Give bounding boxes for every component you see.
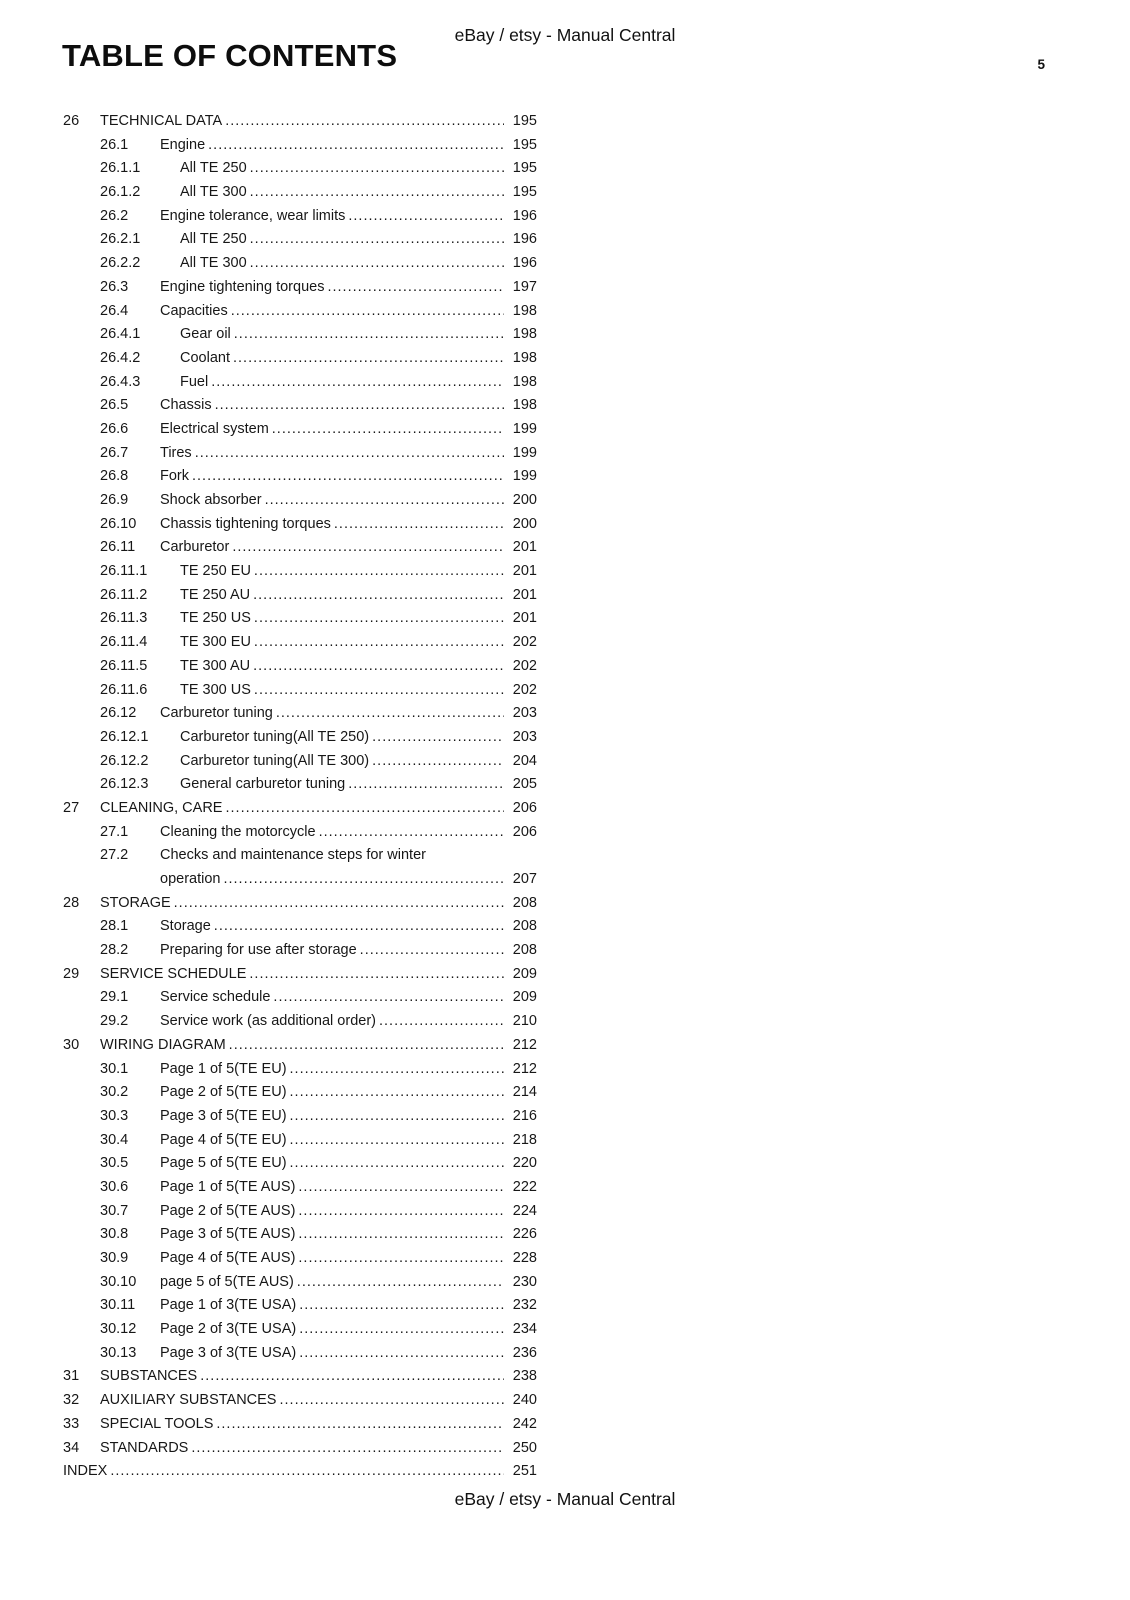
toc-entry-title: Page 5 of 5(TE EU) (160, 1155, 287, 1172)
footer-site-label: eBay / etsy - Manual Central (454, 1489, 676, 1509)
toc-row (63, 584, 537, 608)
toc-entry-title: Service work (as additional order) (160, 1013, 376, 1030)
toc-leader-dots (250, 181, 504, 205)
toc-entry-title: AUXILIARY SUBSTANCES (100, 1392, 277, 1409)
toc-entry-title: Page 3 of 5(TE AUS) (160, 1226, 296, 1243)
toc-entry-title: Shock absorber (160, 492, 262, 508)
toc-entry-page: 212 (512, 1036, 537, 1053)
toc-leader-dots (231, 300, 504, 324)
toc-entry-title: Page 4 of 5(TE AUS) (160, 1250, 296, 1266)
toc-entry-page: 234 (512, 1321, 537, 1338)
toc-row (63, 418, 537, 442)
toc-entry-title: TE 300 US (180, 681, 251, 698)
toc-leader-dots (279, 1389, 504, 1413)
toc-entry-number: 30.8 (100, 1226, 129, 1243)
toc-leader-dots (250, 252, 504, 276)
toc-entry-page: 199 (512, 444, 537, 461)
toc-entry-page: 242 (512, 1415, 537, 1432)
toc-entry-title: Chassis tightening torques (160, 515, 331, 532)
toc-entry-page: 200 (512, 515, 537, 532)
toc-entry-number: 26.12 (100, 705, 137, 722)
toc-entry-number: 27 (63, 799, 80, 816)
toc-entry-page: 238 (512, 1368, 537, 1385)
toc-entry-title: General carburetor tuning (180, 776, 346, 793)
toc-entry-number: 26.11.2 (100, 586, 148, 603)
toc-row (63, 1342, 537, 1366)
toc-row (63, 1389, 537, 1413)
toc-entry-number: 26.2 (100, 207, 129, 224)
toc-entry-title: STANDARDS (100, 1439, 189, 1456)
toc-leader-dots (348, 773, 504, 797)
toc-entry-title: TE 250 US (180, 610, 251, 627)
toc-entry-title: All TE 300 (180, 255, 247, 272)
toc-row (63, 110, 537, 134)
toc-row (63, 205, 537, 229)
toc-entry-number: 29.1 (100, 989, 129, 1006)
toc-entry-title: Gear oil (180, 326, 231, 343)
toc-entry-page: 198 (512, 373, 537, 390)
toc-leader-dots (360, 939, 504, 963)
toc-entry-page: 195 (512, 160, 537, 177)
toc-entry-number: 30.10 (100, 1273, 137, 1290)
toc-row (63, 844, 537, 868)
toc-entry-title: Storage (160, 918, 211, 935)
toc-leader-dots (192, 465, 504, 489)
toc-entry-number: 26.5 (100, 397, 129, 414)
toc-entry-number: 26.10 (100, 515, 137, 532)
toc-entry-page: 228 (512, 1250, 537, 1266)
toc-entry-title: SERVICE SCHEDULE (100, 965, 247, 982)
toc-leader-dots (319, 821, 504, 845)
toc-leader-dots (234, 323, 504, 347)
toc-entry-number: 29.2 (100, 1013, 129, 1030)
toc-entry-number: 26.1.2 (100, 184, 141, 201)
toc-entry-number: 30.5 (100, 1155, 129, 1172)
toc-entry-page: 199 (512, 420, 537, 437)
toc-entry-page: 196 (512, 207, 537, 224)
toc-row (63, 1105, 537, 1129)
toc-entry-page: 195 (512, 113, 537, 129)
toc-row (63, 631, 537, 655)
toc-leader-dots (225, 797, 504, 821)
toc-entry-page: 209 (512, 965, 537, 982)
toc-leader-dots (298, 1247, 504, 1271)
toc-entry-title: Checks and maintenance steps for winter (160, 847, 426, 864)
toc-leader-dots (276, 702, 504, 726)
toc-entry-number: 26.7 (100, 444, 129, 461)
toc-entry-number: 26.2.1 (100, 231, 141, 248)
toc-entry-number: 30.4 (100, 1131, 129, 1148)
toc-entry-title: SUBSTANCES (100, 1368, 198, 1385)
toc-entry-number: 30.7 (100, 1202, 129, 1219)
toc-entry-number: 27.1 (100, 823, 129, 840)
toc-leader-dots (233, 347, 504, 371)
toc-entry-page: 216 (512, 1107, 537, 1124)
toc-entry-page: 218 (512, 1131, 537, 1148)
toc-leader-dots (297, 1271, 504, 1295)
toc-entry-title: Page 1 of 3(TE USA) (160, 1297, 297, 1314)
toc-entry-page: 201 (512, 586, 537, 603)
toc-entry-page: 202 (512, 634, 537, 651)
toc-leader-dots (253, 655, 504, 679)
toc-entry-page: 201 (512, 563, 537, 580)
toc-leader-dots (250, 157, 504, 181)
toc-entry-page: 208 (512, 918, 537, 935)
toc-leader-dots (298, 1176, 504, 1200)
toc-entry-title: TECHNICAL DATA (100, 113, 223, 129)
toc-entry-title: TE 300 AU (180, 657, 251, 674)
toc-entry-page: 230 (512, 1273, 537, 1290)
toc-entry-number: 30 (63, 1036, 80, 1053)
toc-leader-dots (225, 110, 504, 134)
toc-entry-page: 203 (512, 728, 537, 745)
toc-entry-page: 214 (512, 1084, 537, 1101)
toc-entry-number: 26.1.1 (100, 160, 141, 177)
toc-entry-page: 203 (512, 705, 537, 722)
toc-row (63, 252, 537, 276)
page-title: TABLE OF CONTENTS (62, 38, 398, 73)
toc-entry-number: 28 (63, 894, 80, 911)
toc-entry-page: 199 (512, 468, 537, 485)
toc-entry-number: 26.4 (100, 302, 129, 319)
page-number: 5 (1037, 57, 1045, 72)
toc-leader-dots (273, 986, 504, 1010)
toc-row (63, 442, 537, 466)
toc-row (63, 371, 537, 395)
toc-row (63, 1200, 537, 1224)
toc-entry-title: Page 1 of 5(TE AUS) (160, 1178, 296, 1195)
toc-entry-title: WIRING DIAGRAM (100, 1036, 226, 1053)
toc-entry-number: 26.6 (100, 420, 129, 437)
toc-entry-number: 26.12.3 (100, 776, 149, 793)
toc-row (63, 536, 537, 560)
toc-entry-title: Page 3 of 5(TE EU) (160, 1107, 287, 1124)
toc-row (63, 1271, 537, 1295)
toc-entry-page: 205 (512, 776, 537, 793)
toc-leader-dots (348, 205, 504, 229)
toc-row (63, 655, 537, 679)
toc-entry-number: 31 (63, 1368, 80, 1385)
toc-entry-number: 33 (63, 1415, 80, 1432)
toc-entry-number: 26.11.4 (100, 634, 148, 651)
toc-leader-dots (232, 536, 504, 560)
toc-row (63, 1010, 537, 1034)
toc-row (63, 679, 537, 703)
toc-entry-number: 26.11.3 (100, 610, 148, 627)
toc-entry-number: 26.1 (100, 136, 129, 153)
toc-entry-page: 206 (512, 799, 537, 816)
toc-entry-page: 195 (512, 136, 537, 153)
toc-row (63, 1223, 537, 1247)
toc-entry-page: 208 (512, 942, 537, 959)
toc-entry-page: 198 (512, 326, 537, 343)
toc-entry-page: 198 (512, 397, 537, 414)
toc-entry-title: Preparing for use after storage (160, 942, 357, 959)
toc-entry-page: 196 (512, 231, 537, 248)
toc-row (63, 1247, 537, 1271)
toc-entry-page: 198 (512, 302, 537, 319)
toc-leader-dots (299, 1294, 504, 1318)
toc-entry-title: Fuel (180, 373, 209, 390)
toc-entry-title: Cleaning the motorcycle (160, 823, 316, 840)
toc-entry-number: 26 (63, 113, 80, 129)
toc-row (63, 702, 537, 726)
toc-leader-dots (254, 560, 504, 584)
toc-row (63, 726, 537, 750)
toc-entry-number: 26.12.1 (100, 728, 149, 745)
toc-leader-dots (250, 228, 504, 252)
toc-row (63, 347, 537, 371)
toc-leader-dots (272, 418, 504, 442)
toc-entry-title: Carburetor (160, 539, 230, 556)
toc-entry-page: 210 (512, 1013, 537, 1030)
toc-leader-dots (290, 1081, 504, 1105)
toc-entry-page: 240 (512, 1392, 537, 1409)
toc-row (63, 892, 537, 916)
toc-entry-number: 30.1 (100, 1060, 129, 1077)
toc-leader-dots (249, 963, 504, 987)
toc-row (63, 797, 537, 821)
toc-entry-page: 204 (512, 752, 537, 769)
toc-entry-number: 26.9 (100, 492, 129, 508)
toc-leader-dots (372, 726, 504, 750)
toc-leader-dots (110, 1460, 504, 1484)
toc-row (63, 939, 537, 963)
toc-row (63, 607, 537, 631)
toc-entry-title: Tires (160, 444, 192, 461)
toc-entry-page: 198 (512, 349, 537, 366)
toc-leader-dots (174, 892, 504, 916)
toc-entry-page: 207 (512, 871, 537, 887)
toc-entry-title: SPECIAL TOOLS (100, 1415, 214, 1432)
toc-entry-page: 202 (512, 657, 537, 674)
toc-leader-dots (195, 442, 504, 466)
toc-row (63, 1176, 537, 1200)
toc-entry-number: 26.11.6 (100, 681, 148, 698)
toc-row (63, 276, 537, 300)
toc-entry-title: All TE 250 (180, 160, 247, 177)
toc-row (63, 228, 537, 252)
toc-entry-page: 212 (512, 1060, 537, 1077)
toc-row (63, 181, 537, 205)
toc-entry-page: 220 (512, 1155, 537, 1172)
toc-entry-title: Page 1 of 5(TE EU) (160, 1060, 287, 1077)
toc-row (63, 1034, 537, 1058)
toc-leader-dots (216, 1413, 504, 1437)
toc-entry-page: 232 (512, 1297, 537, 1314)
toc-entry-number: 30.9 (100, 1250, 129, 1266)
toc-row (63, 513, 537, 537)
toc-leader-dots (229, 1034, 504, 1058)
toc-row (63, 489, 537, 513)
toc-leader-dots (372, 750, 504, 774)
toc-leader-dots (299, 1318, 504, 1342)
toc-entry-number: 26.11.5 (100, 657, 148, 674)
toc-entry-title: CLEANING, CARE (100, 799, 223, 816)
toc-entry-title: Carburetor tuning(All TE 250) (180, 728, 370, 745)
toc-entry-title: Page 2 of 5(TE AUS) (160, 1202, 296, 1219)
toc-entry-page: 208 (512, 894, 537, 911)
toc-leader-dots (208, 134, 504, 158)
header-site-label: eBay / etsy - Manual Central (454, 25, 676, 45)
toc-entry-number: 30.6 (100, 1178, 129, 1195)
toc-row (63, 1081, 537, 1105)
toc-row (63, 750, 537, 774)
toc-entry-number: 30.11 (100, 1297, 136, 1314)
toc-entry-page: 200 (512, 492, 537, 508)
toc-leader-dots (214, 915, 504, 939)
toc-entry-title: Service schedule (160, 989, 271, 1006)
toc-row (63, 986, 537, 1010)
toc-entry-page: 251 (512, 1463, 537, 1480)
toc-entry-number: 27.2 (100, 847, 129, 864)
toc-entry-title: Engine tightening torques (160, 278, 325, 295)
toc-leader-dots (191, 1437, 504, 1461)
toc-entry-title: Engine (160, 136, 206, 153)
toc-leader-dots (334, 513, 504, 537)
toc-list (63, 110, 537, 1484)
toc-entry-number: 26.11.1 (100, 563, 148, 580)
toc-row (63, 1437, 537, 1461)
toc-entry-number: 26.3 (100, 278, 129, 295)
toc-entry-title: operation (160, 871, 221, 887)
toc-row (63, 821, 537, 845)
toc-entry-number: 28.1 (100, 918, 129, 935)
toc-entry-number: 30.3 (100, 1107, 129, 1124)
toc-entry-page: 224 (512, 1202, 537, 1219)
toc-leader-dots (298, 1223, 504, 1247)
toc-entry-page: 201 (512, 539, 537, 556)
toc-entry-number: 26.8 (100, 468, 129, 485)
toc-entry-number: 30.13 (100, 1344, 137, 1361)
toc-entry-page: 206 (512, 823, 537, 840)
toc-row (63, 1460, 537, 1484)
toc-entry-title: Electrical system (160, 420, 269, 437)
toc-entry-title: Chassis (160, 397, 212, 414)
toc-row (63, 1318, 537, 1342)
toc-row (63, 1413, 537, 1437)
toc-entry-title: TE 250 AU (180, 586, 251, 603)
toc-entry-number: 30.12 (100, 1321, 137, 1338)
toc-entry-number: 26.12.2 (100, 752, 149, 769)
toc-entry-title: Engine tolerance, wear limits (160, 207, 346, 224)
toc-row (63, 560, 537, 584)
toc-row (63, 915, 537, 939)
toc-leader-dots (327, 276, 504, 300)
toc-entry-title: All TE 250 (180, 231, 247, 248)
toc-row (63, 465, 537, 489)
toc-row (63, 1365, 537, 1389)
toc-entry-number: 26.4.1 (100, 326, 141, 343)
toc-leader-dots (298, 1200, 504, 1224)
toc-entry-number: 34 (63, 1439, 80, 1456)
toc-entry-title: INDEX (63, 1463, 108, 1480)
toc-leader-dots (215, 394, 504, 418)
toc-entry-page: 209 (512, 989, 537, 1006)
toc-entry-title: Coolant (180, 349, 230, 366)
toc-leader-dots (290, 1058, 504, 1082)
toc-row (63, 1152, 537, 1176)
toc-row (63, 1058, 537, 1082)
toc-entry-page: 226 (512, 1226, 537, 1243)
toc-entry-title: page 5 of 5(TE AUS) (160, 1273, 294, 1290)
toc-entry-page: 196 (512, 255, 537, 272)
toc-entry-title: Carburetor tuning(All TE 300) (180, 752, 370, 769)
toc-entry-page: 197 (512, 278, 537, 295)
toc-entry-title: Page 2 of 5(TE EU) (160, 1084, 287, 1101)
toc-entry-title: All TE 300 (180, 184, 247, 201)
toc-entry-title: TE 300 EU (180, 634, 251, 651)
toc-leader-dots (254, 607, 504, 631)
toc-entry-number: 32 (63, 1392, 80, 1409)
toc-entry-title: TE 250 EU (180, 563, 251, 580)
toc-entry-title: STORAGE (100, 894, 171, 911)
toc-row (63, 134, 537, 158)
toc-entry-number: 26.4.2 (100, 349, 141, 366)
toc-leader-dots (290, 1152, 504, 1176)
toc-row (63, 868, 537, 892)
toc-leader-dots (379, 1010, 504, 1034)
toc-row (63, 157, 537, 181)
toc-entry-title: Page 2 of 3(TE USA) (160, 1321, 297, 1338)
toc-row (63, 323, 537, 347)
toc-entry-page: 201 (512, 610, 537, 627)
toc-entry-number: 29 (63, 965, 80, 982)
toc-entry-title: Capacities (160, 302, 228, 319)
toc-entry-title: Carburetor tuning (160, 705, 273, 722)
toc-entry-number: 26.4.3 (100, 373, 141, 390)
toc-entry-number: 26.2.2 (100, 255, 141, 272)
toc-leader-dots (200, 1365, 504, 1389)
toc-leader-dots (253, 584, 504, 608)
toc-entry-page: 250 (512, 1439, 537, 1456)
toc-row (63, 1294, 537, 1318)
toc-leader-dots (265, 489, 504, 513)
toc-entry-page: 222 (512, 1178, 537, 1195)
toc-entry-number: 28.2 (100, 942, 129, 959)
toc-entry-number: 30.2 (100, 1084, 129, 1101)
toc-entry-number: 26.11 (100, 539, 136, 556)
toc-leader-dots (299, 1342, 504, 1366)
toc-leader-dots (211, 371, 504, 395)
toc-row (63, 1129, 537, 1153)
toc-entry-page: 202 (512, 681, 537, 698)
toc-entry-title: Fork (160, 468, 189, 485)
toc-entry-page: 195 (512, 184, 537, 201)
toc-entry-title: Page 3 of 3(TE USA) (160, 1344, 297, 1361)
toc-entry-page: 236 (512, 1344, 537, 1361)
toc-row (63, 300, 537, 324)
toc-row (63, 394, 537, 418)
toc-row (63, 773, 537, 797)
toc-entry-title: Page 4 of 5(TE EU) (160, 1131, 287, 1148)
toc-leader-dots (290, 1129, 504, 1153)
toc-leader-dots (223, 868, 504, 892)
toc-leader-dots (254, 631, 504, 655)
toc-leader-dots (254, 679, 504, 703)
toc-row (63, 963, 537, 987)
toc-leader-dots (290, 1105, 504, 1129)
